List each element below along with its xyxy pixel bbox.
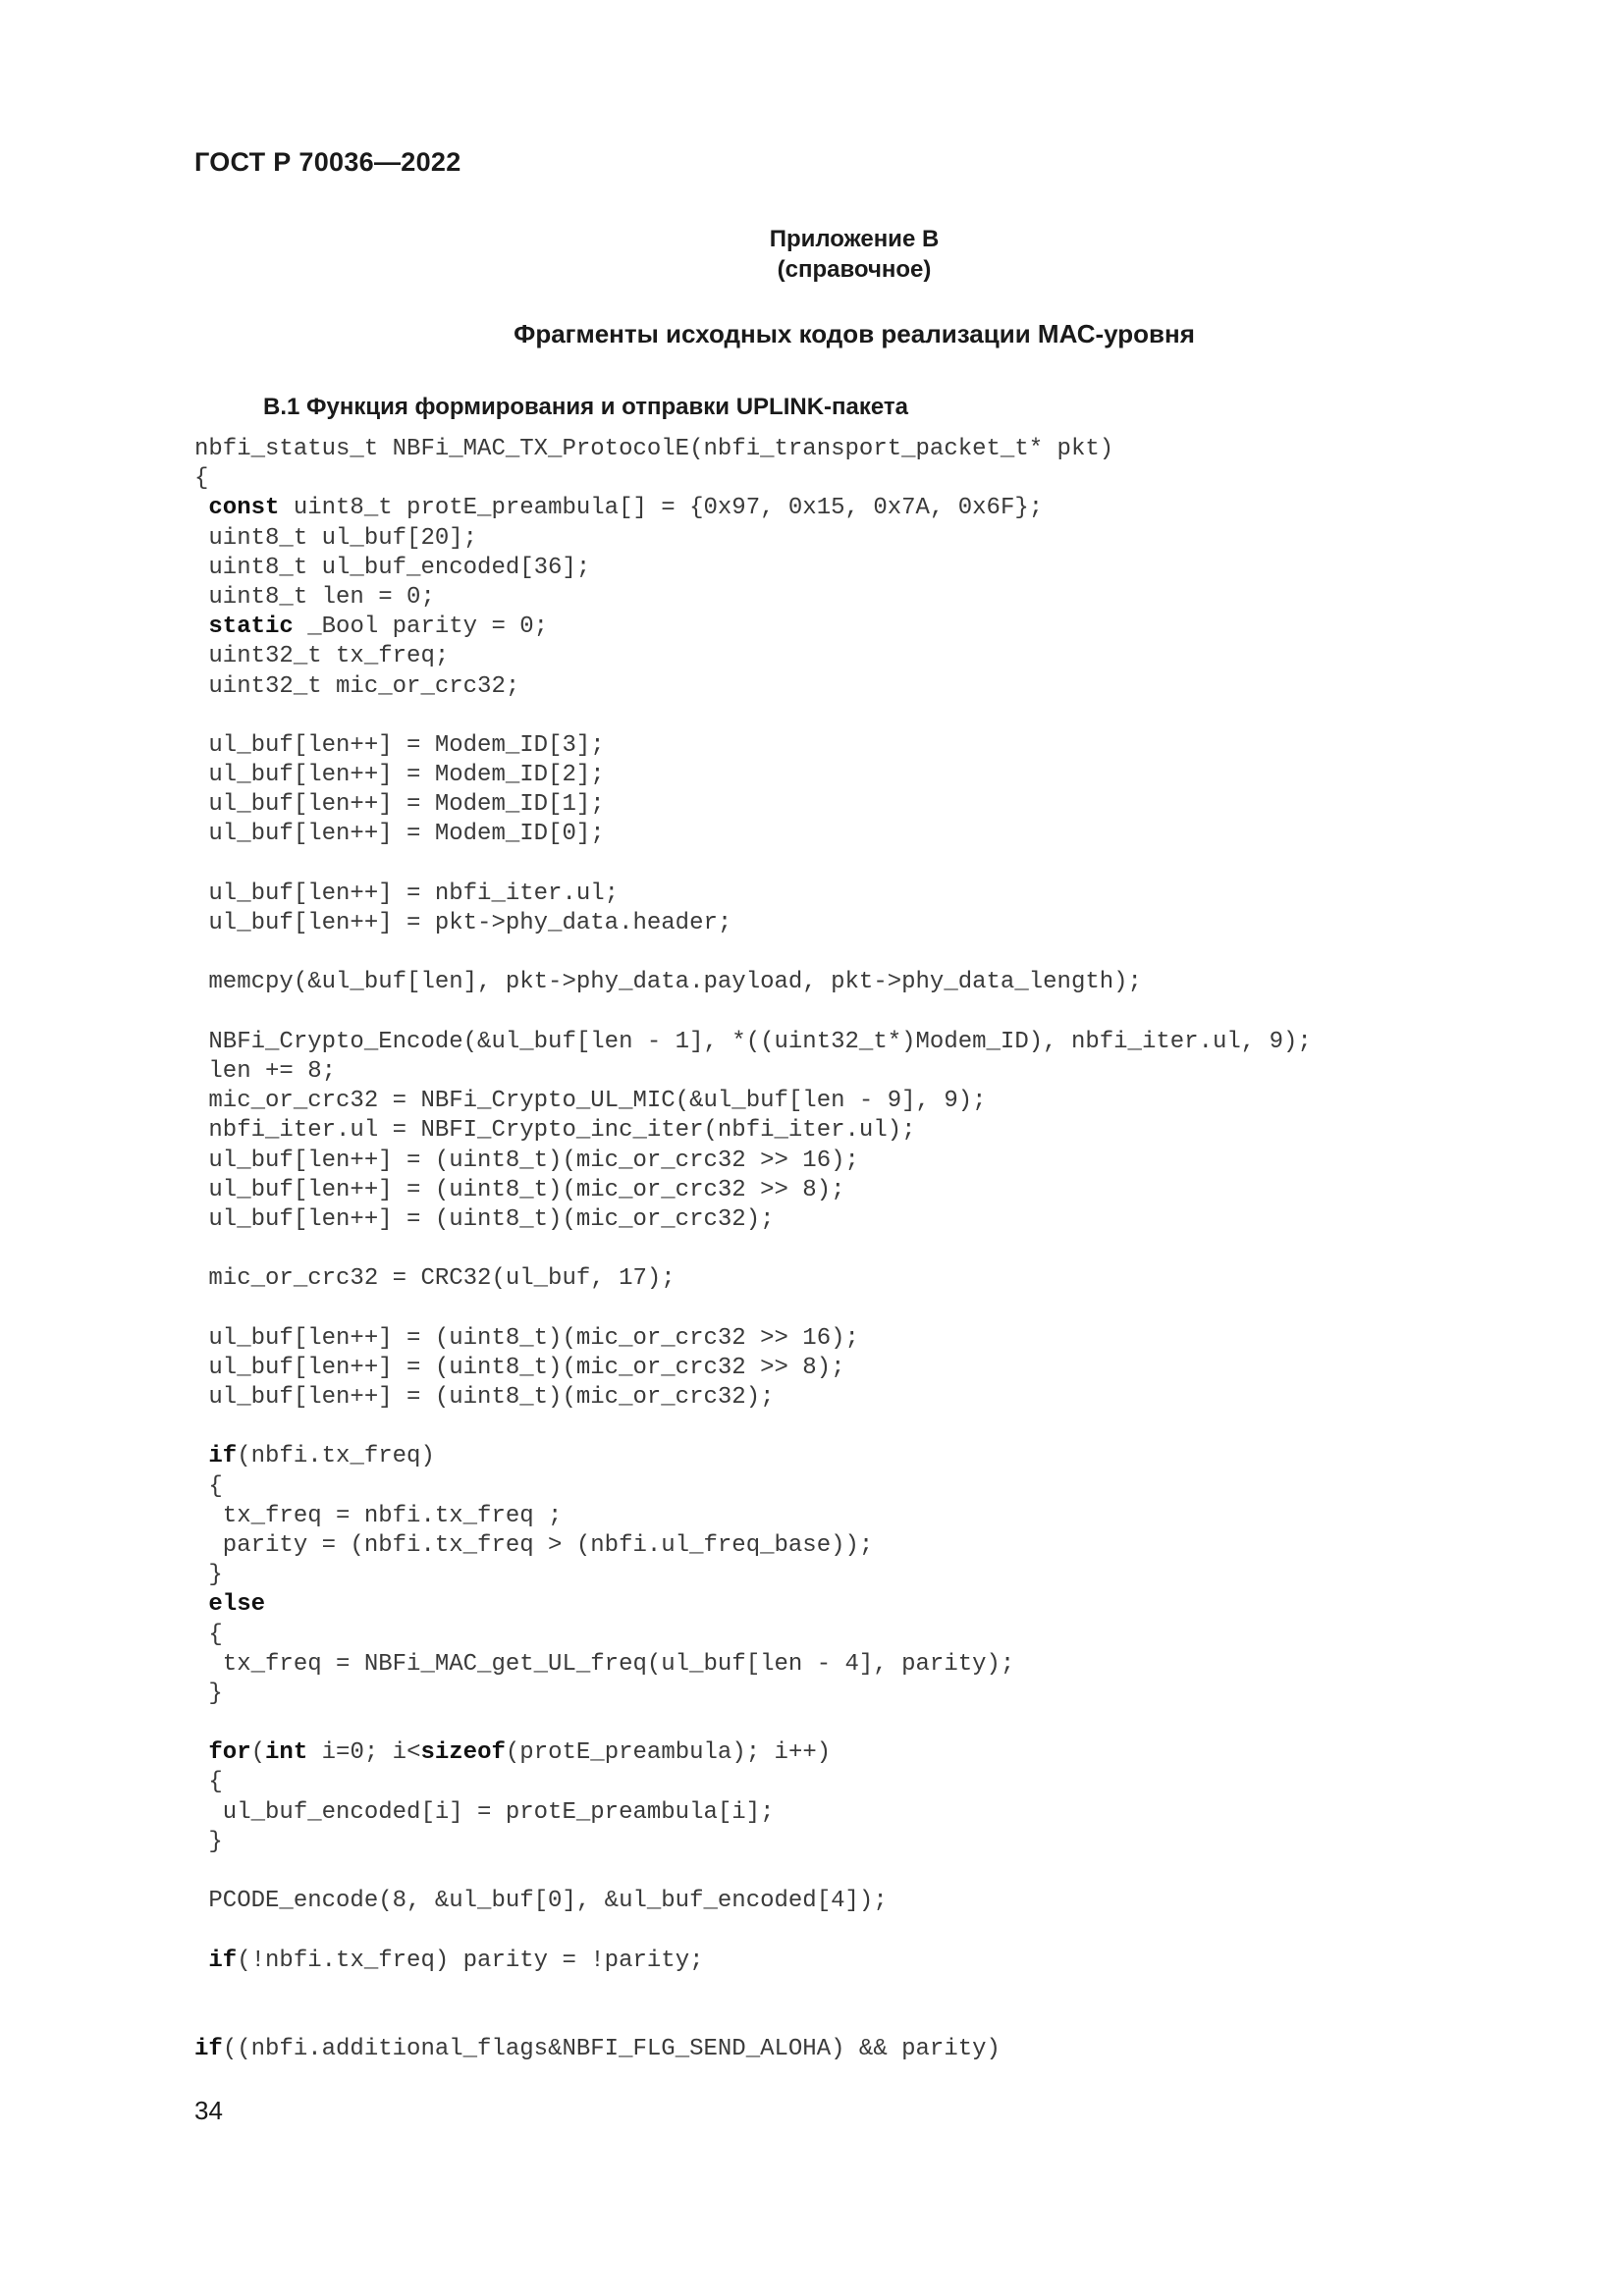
code-line: ul_buf[len++] = (uint8_t)(mic_or_crc32 >> 8); bbox=[194, 1176, 845, 1203]
code-line: ul_buf[len++] = Modem_ID[1]; bbox=[194, 791, 605, 819]
code-line: memcpy(&ul_buf[len], pkt->phy_data.payload, pkt->phy_data_length); bbox=[194, 969, 1142, 996]
code-line: nbfi_iter.ul = NBFI_Crypto_inc_iter(nbfi_iter.ul); bbox=[194, 1117, 916, 1145]
code-line: tx_freq = NBFi_MAC_get_UL_freq(ul_buf[len - 4], parity); bbox=[194, 1650, 1015, 1678]
appendix-label: Приложение В bbox=[769, 226, 940, 252]
code-line: } bbox=[194, 1562, 223, 1589]
code-line bbox=[194, 1709, 1312, 1738]
code-line: { bbox=[194, 1472, 223, 1500]
code-line: ul_buf[len++] = (uint8_t)(mic_or_crc32 >> 16); bbox=[194, 1147, 859, 1174]
code-line: ul_buf[len++] = (uint8_t)(mic_or_crc32 >> 8); bbox=[194, 1354, 845, 1381]
code-line: uint8_t ul_buf_encoded[36]; bbox=[194, 554, 591, 581]
document-title: Фрагменты исходных кодов реализации МАС-уровня bbox=[514, 319, 1195, 348]
code-line: ul_buf[len++] = (uint8_t)(mic_or_crc32 >> 16); bbox=[194, 1324, 859, 1352]
code-line: uint32_t tx_freq; bbox=[194, 643, 450, 670]
code-line: ul_buf[len++] = (uint8_t)(mic_or_crc32); bbox=[194, 1205, 775, 1233]
code-line bbox=[194, 1916, 1312, 1946]
code-line: { bbox=[194, 1769, 223, 1796]
code-line: if(nbfi.tx_freq) bbox=[208, 1443, 435, 1470]
code-line: if((nbfi.additional_flags&NBFI_FLG_SEND_ALOHA) && parity) bbox=[194, 2036, 1001, 2063]
code-line: uint8_t ul_buf[20]; bbox=[194, 524, 478, 552]
code-line bbox=[194, 2005, 1312, 2035]
code-line bbox=[194, 1294, 1312, 1323]
code-line: const uint8_t protE_preambula[] = {0x97, 0x15, 0x7A, 0x6F}; bbox=[208, 495, 1044, 522]
code-line: uint32_t mic_or_crc32; bbox=[194, 672, 520, 700]
code-line: ul_buf[len++] = Modem_ID[0]; bbox=[194, 821, 605, 848]
code-line: len += 8; bbox=[194, 1057, 337, 1085]
code-line: } bbox=[194, 1680, 223, 1707]
page-number: 34 bbox=[194, 2096, 223, 2125]
code-line bbox=[194, 702, 1312, 731]
appendix-heading bbox=[0, 224, 1624, 285]
code-line: for(int i=0; i<sizeof(protE_preambula); i++) bbox=[208, 1739, 832, 1767]
code-line: else bbox=[208, 1591, 266, 1619]
code-line: tx_freq = nbfi.tx_freq ; bbox=[194, 1502, 563, 1529]
code-line: PCODE_encode(8, &ul_buf[0], &ul_buf_encoded[4]); bbox=[194, 1888, 888, 1915]
code-line: mic_or_crc32 = CRC32(ul_buf, 17); bbox=[194, 1265, 676, 1293]
code-line bbox=[194, 850, 1312, 880]
code-line: ul_buf[len++] = Modem_ID[2]; bbox=[194, 762, 605, 789]
code-line bbox=[194, 1413, 1312, 1442]
code-line: ul_buf[len++] = Modem_ID[3]; bbox=[194, 731, 605, 759]
code-line: if(!nbfi.tx_freq) parity = !parity; bbox=[208, 1947, 704, 1974]
code-line: ul_buf[len++] = pkt->phy_data.header; bbox=[194, 910, 732, 936]
code-line: } bbox=[194, 1828, 223, 1855]
code-line bbox=[194, 1857, 1312, 1887]
document-header: ГОСТ Р 70036—2022 bbox=[194, 147, 461, 177]
code-line: nbfi_status_t NBFi_MAC_TX_ProtocolE(nbfi_transport_packet_t* pkt) bbox=[194, 436, 1114, 462]
code-line bbox=[194, 1976, 1312, 2005]
code-line: ul_buf_encoded[i] = protE_preambula[i]; bbox=[194, 1798, 775, 1826]
code-line: { bbox=[194, 1621, 223, 1648]
section-heading: В.1 Функция формирования и отправки UPLINK-пакета bbox=[263, 394, 908, 420]
code-line: mic_or_crc32 = NBFi_Crypto_UL_MIC(&ul_buf[len - 9], 9); bbox=[194, 1088, 987, 1115]
code-line: NBFi_Crypto_Encode(&ul_buf[len - 1], *((uint32_t*)Modem_ID), nbfi_iter.ul, 9); bbox=[194, 1028, 1312, 1055]
code-line: ul_buf[len++] = (uint8_t)(mic_or_crc32); bbox=[194, 1384, 775, 1411]
appendix-type: (справочное) bbox=[777, 256, 932, 283]
code-line: uint8_t len = 0; bbox=[194, 583, 435, 611]
code-line bbox=[194, 998, 1312, 1028]
code-line bbox=[194, 938, 1312, 968]
code-line: { bbox=[194, 465, 209, 493]
code-listing bbox=[194, 435, 1312, 2064]
code-line bbox=[194, 1235, 1312, 1264]
code-line: static _Bool parity = 0; bbox=[208, 614, 549, 641]
code-line: ul_buf[len++] = nbfi_iter.ul; bbox=[194, 880, 620, 907]
code-line: parity = (nbfi.tx_freq > (nbfi.ul_freq_base)); bbox=[194, 1531, 874, 1559]
